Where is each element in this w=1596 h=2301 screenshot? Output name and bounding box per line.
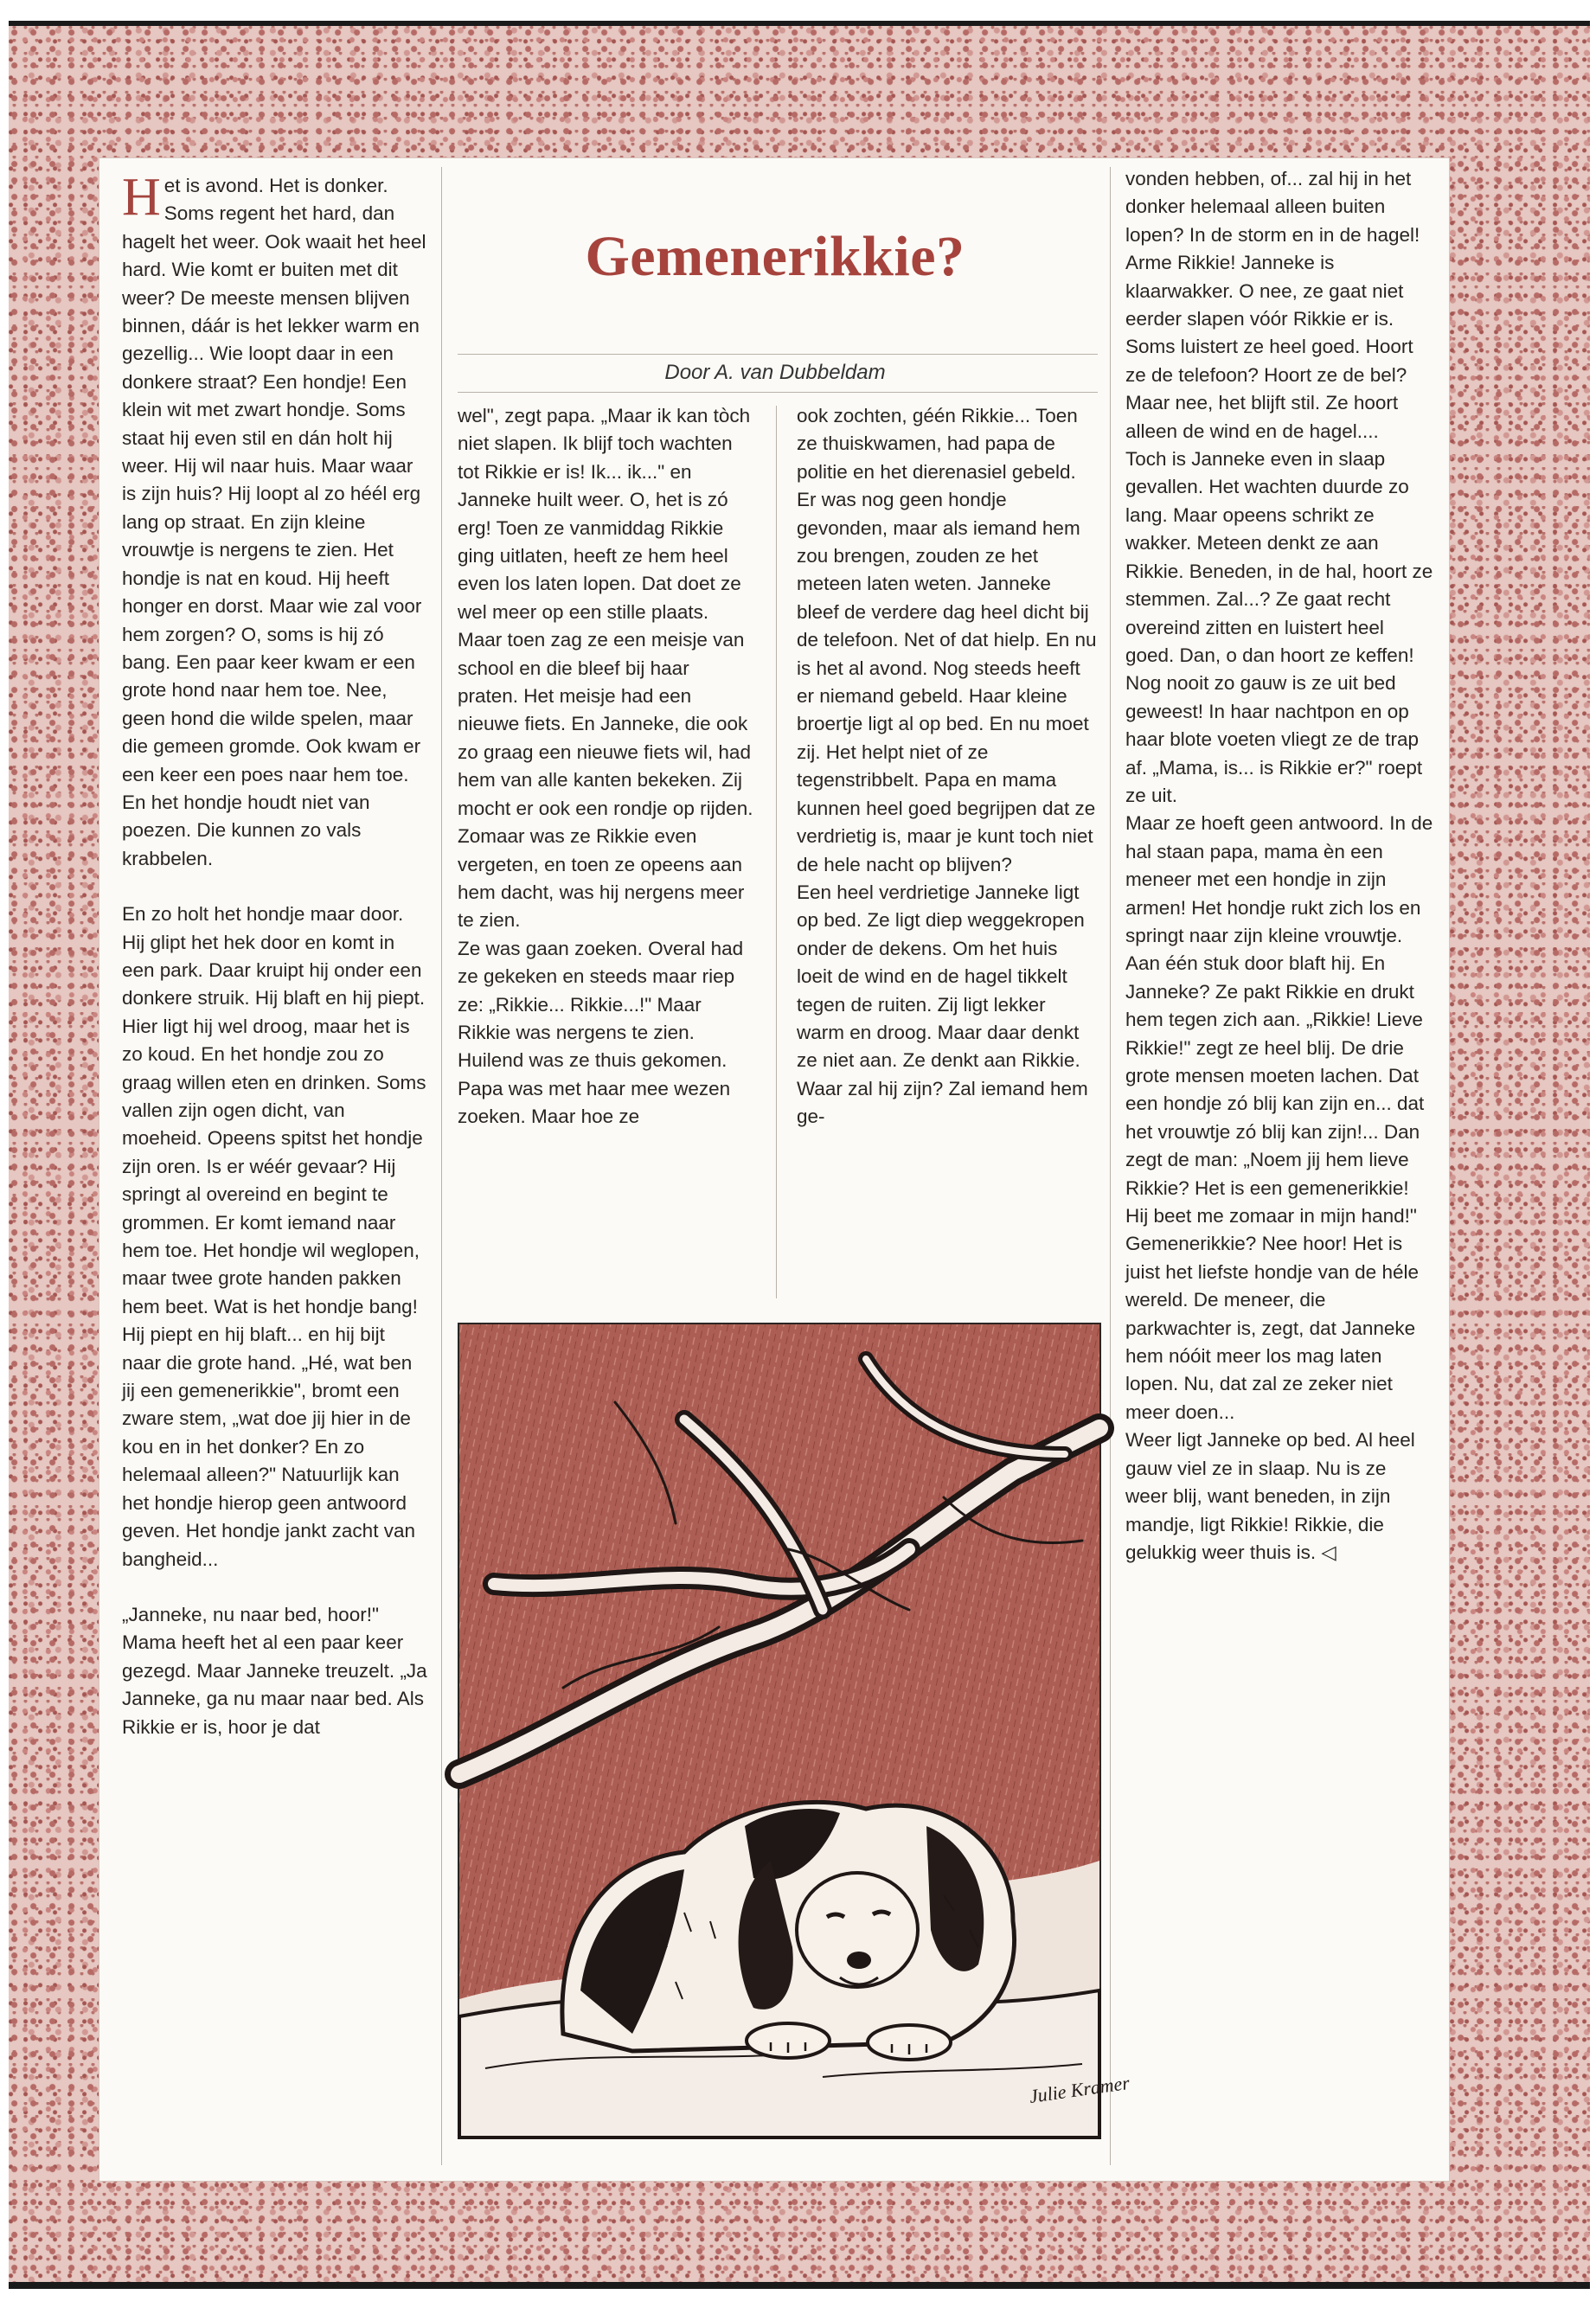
- article-byline: Door A. van Dubbeldam: [664, 361, 886, 384]
- paragraph-9: Toch is Janneke even in slaap gevallen. Het wachten duurde zo lang. Maar opeens schrikt ze wakker. Meteen denkt ze aan Rikkie. Beneden, in de hal, hoort ze stemmen. Zal...? Ze gaat recht overeind zitten en luistert heel goed. Dan, o dan hoort ze keffen! Nog nooit zo gauw is ze uit bed geweest! In haar nachtpon en op haar blote voeten vliegt ze de trap af. „Mama, is... is Rikkie er?" roept ze uit.: [1125, 448, 1433, 806]
- article-panel: [99, 157, 1450, 2182]
- column-divider: [776, 406, 777, 1298]
- artist-signature: Julie Kramer: [1028, 2071, 1131, 2107]
- paragraph-3: „Janneke, nu naar bed, hoor!" Mama heeft het al een paar keer gezegd. Maar Janneke treuzelt. „Ja Janneke, ga nu maar naar bed. Als Rikkie er is, hoor je dat: [122, 1603, 427, 1738]
- illustration-puppy: [458, 1323, 1131, 2139]
- paragraph-7: Een heel verdrietige Janneke ligt op bed. Ze ligt diep weggekropen onder de dekens. Om het huis loeit de wind en de hagel tikkelt tegen de ruiten. Zij ligt lekker warm en droog. Maar daar denkt ze niet aan. Ze denkt aan Rikkie. Waar zal hij zijn? Zal iemand hem ge-: [797, 881, 1088, 1128]
- column-divider: [441, 167, 442, 2165]
- paragraph-8: vonden hebben, of... zal hij in het donker helemaal alleen buiten lopen? In de storm en in de hagel! Arme Rikkie! Janneke is klaarwakker. O nee, ze gaat niet eerder slapen vóór Rikkie er is. Soms luistert ze heel goed. Hoort ze de telefoon? Hoort ze de bel? Maar nee, het blijft stil. Ze hoort alleen de wind en de hagel....: [1125, 168, 1420, 442]
- column-divider: [1110, 167, 1111, 2165]
- page-border-pattern: [9, 21, 1590, 2289]
- paragraph-12: Weer ligt Janneke op bed. Al heel gauw viel ze in slaap. Nu is ze weer blij, want beneden, in zijn mandje, ligt Rikkie! Rikkie, die gelukkig weer thuis is. ◁: [1125, 1429, 1415, 1563]
- article-title: Gemenerikkie?: [585, 225, 965, 288]
- paragraph-11: Gemenerikkie? Nee hoor! Het is juist het liefste hondje van de héle wereld. De meneer, die parkwachter is, zegt, dat Janneke hem nóóit meer los mag laten lopen. Nu, dat zal ze zeker niet meer doen...: [1125, 1233, 1419, 1423]
- paragraph-2: En zo holt het hondje maar door. Hij glipt het hek door en komt in een park. Daar kruipt hij onder een donkere struik. Hij blaft en hij piept. Hier ligt hij wel droog, maar het is zo koud. En het hondje zou zo graag willen eten en drinken. Soms vallen zijn ogen dicht, van moeheid. Opeens spitst het hondje zijn oren. Is er wéér gevaar? Hij springt al overeind en begint te grommen. Er komt iemand naar hem toe. Het hondje wil weglopen, maar twee grote handen pakken hem beet. Wat is het hondje bang! Hij piept en hij blaft... en hij bijt naar die grote hand. „Hé, wat ben jij een gemenerikkie", bromt een zware stem, „wat doe jij hier in de kou en in het donker? En zo helemaal alleen?" Natuurlijk kan het hondje hierop geen antwoord geven. Het hondje jankt zacht van bangheid...: [122, 903, 426, 1570]
- paragraph-6: ook zochten, géén Rikkie... Toen ze thuiskwamen, had papa de politie en het dierenasiel gebeld. Er was nog geen hondje gevonden, maar als iemand hem zou brengen, zouden ze het meteen laten weten. Janneke bleef de verdere dag heel dicht bij de telefoon. Net of dat hielp. En nu is het al avond. Nog steeds heeft er niemand gebeld. Haar kleine broertje ligt al op bed. En nu moet zij. Het helpt niet of ze tegenstribbelt. Papa en mama kunnen heel goed begrijpen dat ze verdrietig is, maar je kunt toch niet de hele nacht op blijven?: [797, 405, 1097, 875]
- drop-cap: H: [122, 168, 161, 227]
- paragraph-4: wel", zegt papa. „Maar ik kan tòch niet slapen. Ik blijf toch wachten tot Rikkie er is! Ik... ik..." en Janneke huilt weer. O, het is zó erg! Toen ze vanmiddag Rikkie ging uitlaten, heeft ze hem heel even los laten lopen. Dat doet ze wel meer op een stille plaats. Maar toen zag ze een meisje van school en die bleef bij haar praten. Het meisje had een nieuwe fiets. En Janneke, die ook zo graag een nieuwe fiets wil, had hem van alle kanten bekeken. Zij mocht er ook een rondje op rijden. Zomaar was ze Rikkie even vergeten, en toen ze opeens aan hem dacht, was hij nergens meer te zien.: [458, 405, 753, 932]
- paragraph-5: Ze was gaan zoeken. Overal had ze gekeken en steeds maar riep ze: „Rikkie... Rikkie...!" Maar Rikkie was nergens te zien. Huilend was ze thuis gekomen. Papa was met haar mee wezen zoeken. Maar hoe ze: [458, 937, 744, 1128]
- column-2: [458, 402, 753, 1131]
- paragraph-1: Het is avond. Het is donker. Soms regent het hard, dan hagelt het weer. Ook waait het heel hard. Wie komt er buiten met dit weer? De meeste mensen blijven binnen, dáár is het lekker warm en gezellig... Wie loopt daar in een donkere straat? Een hondje! Een klein wit met zwart hondje. Soms staat hij even stil en dán holt hij weer. Hij wil naar huis. Maar waar is zijn huis? Hij loopt al zo héél erg lang op straat. En zijn kleine vrouwtje is nergens te zien. Het hondje is nat en koud. Hij heeft honger en dorst. Maar wie zal voor hem zorgen? O, soms is hij zó bang. Een paar keer kwam er een grote hond naar hem toe. Nee, geen hond die wilde spelen, maar die gemeen gromde. Ook kwam er een keer een poes naar hem toe. En het hondje houdt niet van poezen. Die kunnen zo vals krabbelen.: [122, 168, 426, 869]
- end-mark-icon: ◁: [1321, 1541, 1336, 1563]
- paragraph-10: Maar ze hoeft geen antwoord. In de hal staan papa, mama èn een meneer met een hondje in zijn armen! Het hondje rukt zich los en springt naar zijn kleine vrouwtje. Aan één stuk door blaft hij. En Janneke? Ze pakt Rikkie en drukt hem tegen zich aan. „Rikkie! Lieve Rikkie!" zegt ze heel blij. De drie grote mensen moeten lachen. Dat een hondje zó blij kan zijn en... dat het vrouwtje zó blij kan zijn!... Dan zegt de man: „Noem jij hem lieve Rikkie? Het is een gemenerikkie! Hij beet me zomaar in mijn hand!": [1125, 812, 1433, 1227]
- title-rule-bottom: [458, 392, 1098, 393]
- column-1: [122, 168, 428, 1741]
- title-rule-top: [458, 354, 1098, 355]
- column-3: [797, 402, 1098, 1131]
- illustration-drawing: [459, 1324, 1131, 2138]
- column-4: [1125, 165, 1433, 1567]
